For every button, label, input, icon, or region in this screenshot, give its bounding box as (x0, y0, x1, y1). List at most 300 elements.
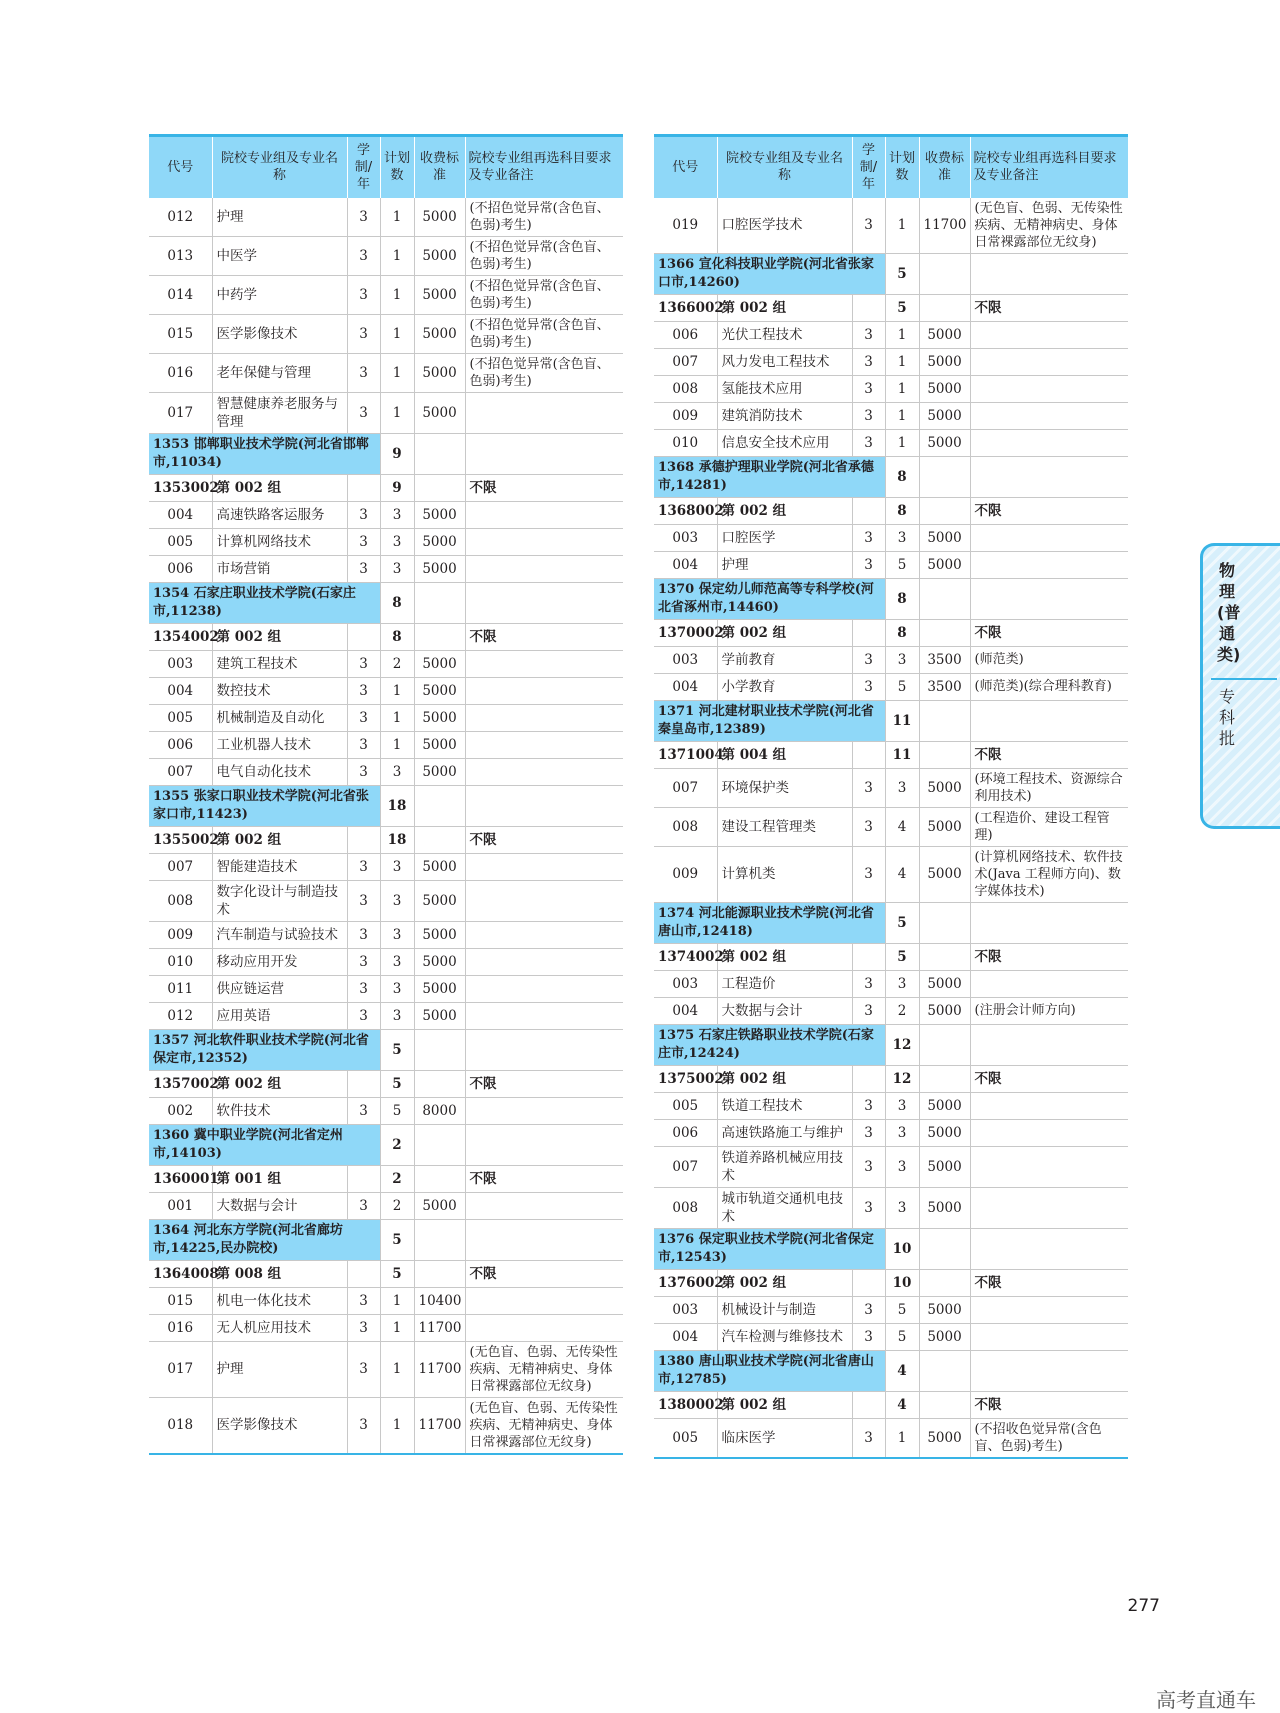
major-years: 3 (347, 1341, 380, 1397)
major-row (654, 348, 1128, 375)
major-row (149, 1097, 623, 1124)
group-plan: 8 (380, 623, 414, 650)
side-tab-divider (1211, 678, 1277, 680)
major-row (149, 975, 623, 1002)
major-years: 3 (852, 551, 885, 578)
group-row (654, 943, 1128, 970)
major-years: 3 (347, 275, 380, 314)
group-name: 第 002 组 (212, 826, 347, 853)
major-code: 003 (654, 524, 717, 551)
major-fee: 10400 (414, 1287, 465, 1314)
major-row (654, 846, 1128, 902)
group-plan: 5 (380, 1070, 414, 1097)
group-name: 第 002 组 (212, 1070, 347, 1097)
major-fee: 5000 (414, 353, 465, 392)
major-note (465, 1097, 623, 1124)
major-years: 3 (852, 1092, 885, 1119)
major-fee: 5000 (414, 650, 465, 677)
major-years: 3 (852, 1187, 885, 1228)
major-code: 012 (149, 198, 212, 237)
major-code: 005 (149, 704, 212, 731)
major-years: 3 (347, 758, 380, 785)
group-name: 第 004 组 (717, 741, 852, 768)
major-plan: 1 (885, 321, 919, 348)
major-years: 3 (852, 321, 885, 348)
group-name: 第 002 组 (717, 1391, 852, 1418)
major-note (970, 1187, 1128, 1228)
group-note: 不限 (970, 619, 1128, 646)
major-name: 建筑消防技术 (717, 402, 852, 429)
school-note-cell (970, 700, 1128, 741)
section-side-tab (1200, 543, 1280, 829)
school-plan: 5 (885, 902, 919, 943)
group-row (654, 1065, 1128, 1092)
major-fee: 5000 (919, 524, 970, 551)
major-name: 汽车检测与维修技术 (717, 1323, 852, 1350)
school-note-cell (970, 1024, 1128, 1065)
group-fee-cell (414, 826, 465, 853)
major-code: 016 (149, 353, 212, 392)
major-years: 3 (347, 236, 380, 275)
school-fee-cell (414, 1029, 465, 1070)
major-name: 大数据与会计 (212, 1192, 347, 1219)
header-plan: 计划数 (380, 136, 414, 198)
major-years: 3 (852, 846, 885, 902)
major-fee: 5000 (919, 1187, 970, 1228)
major-years: 3 (347, 392, 380, 433)
major-code: 008 (149, 880, 212, 921)
page-number: 277 (1127, 1596, 1160, 1616)
major-note (465, 731, 623, 758)
major-name: 医学影像技术 (212, 314, 347, 353)
group-plan: 5 (380, 1260, 414, 1287)
major-name: 小学教育 (717, 673, 852, 700)
major-code: 017 (149, 392, 212, 433)
group-name: 第 001 组 (212, 1165, 347, 1192)
major-note (465, 528, 623, 555)
major-note: (不招色觉异常(含色盲、色弱)考生) (465, 275, 623, 314)
group-plan: 8 (885, 497, 919, 524)
major-name: 计算机类 (717, 846, 852, 902)
major-fee: 5000 (919, 997, 970, 1024)
school-row (654, 1228, 1128, 1269)
major-plan: 3 (885, 1187, 919, 1228)
major-fee: 5000 (919, 348, 970, 375)
group-note: 不限 (465, 623, 623, 650)
school-row (654, 456, 1128, 497)
major-row (654, 970, 1128, 997)
group-years-cell (347, 1260, 380, 1287)
group-code: 1360001 (149, 1165, 212, 1192)
major-fee: 5000 (414, 1002, 465, 1029)
major-name: 供应链运营 (212, 975, 347, 1002)
group-name: 第 002 组 (212, 623, 347, 650)
major-row (654, 1146, 1128, 1187)
school-fee-cell (919, 578, 970, 619)
group-row (149, 1165, 623, 1192)
major-plan: 5 (885, 551, 919, 578)
group-note: 不限 (970, 1065, 1128, 1092)
school-row (654, 902, 1128, 943)
major-plan: 3 (885, 1146, 919, 1187)
major-note: (不招色觉异常(含色盲、色弱)考生) (465, 236, 623, 275)
major-plan: 3 (380, 880, 414, 921)
major-name: 环境保护类 (717, 768, 852, 807)
major-code: 012 (149, 1002, 212, 1029)
major-code: 006 (654, 321, 717, 348)
major-fee: 5000 (414, 275, 465, 314)
major-note: (注册会计师方向) (970, 997, 1128, 1024)
school-fee-cell (919, 1024, 970, 1065)
group-code: 1366002 (654, 294, 717, 321)
major-name: 工业机器人技术 (212, 731, 347, 758)
major-plan: 1 (380, 1287, 414, 1314)
major-years: 3 (347, 853, 380, 880)
school-name: 1353 邯郸职业技术学院(河北省邯郸市,11034) (149, 433, 380, 474)
school-row (149, 785, 623, 826)
group-fee-cell (919, 1269, 970, 1296)
major-name: 护理 (717, 551, 852, 578)
group-plan: 12 (885, 1065, 919, 1092)
major-row (149, 314, 623, 353)
major-note: (无色盲、色弱、无传染性疾病、无精神病史、身体日常裸露部位无纹身) (465, 1397, 623, 1454)
major-name: 信息安全技术应用 (717, 429, 852, 456)
major-years: 3 (347, 1397, 380, 1454)
group-note: 不限 (465, 1260, 623, 1287)
major-name: 机械制造及自动化 (212, 704, 347, 731)
major-row (149, 392, 623, 433)
major-years: 3 (852, 375, 885, 402)
group-fee-cell (414, 474, 465, 501)
header-fee: 收费标准 (414, 136, 465, 198)
major-row (149, 528, 623, 555)
major-years: 3 (852, 970, 885, 997)
major-years: 3 (852, 673, 885, 700)
group-years-cell (347, 1165, 380, 1192)
school-note-cell (970, 902, 1128, 943)
major-row (149, 921, 623, 948)
major-plan: 1 (380, 236, 414, 275)
major-name: 护理 (212, 198, 347, 237)
group-years-cell (852, 619, 885, 646)
major-fee: 5000 (414, 1192, 465, 1219)
school-note-cell (970, 1350, 1128, 1391)
major-code: 004 (654, 997, 717, 1024)
major-note: (师范类) (970, 646, 1128, 673)
school-name: 1357 河北软件职业技术学院(河北省保定市,12352) (149, 1029, 380, 1070)
school-plan: 4 (885, 1350, 919, 1391)
major-years: 3 (852, 997, 885, 1024)
major-years: 3 (347, 975, 380, 1002)
major-note: (工程造价、建设工程管理) (970, 807, 1128, 846)
school-note-cell (465, 582, 623, 623)
major-name: 口腔医学 (717, 524, 852, 551)
major-name: 机械设计与制造 (717, 1296, 852, 1323)
major-note: (不招收色觉异常(含色盲、色弱)考生) (970, 1418, 1128, 1458)
major-years: 3 (347, 198, 380, 237)
major-years: 3 (347, 880, 380, 921)
major-fee: 11700 (414, 1397, 465, 1454)
group-note: 不限 (465, 826, 623, 853)
group-plan: 4 (885, 1391, 919, 1418)
major-plan: 3 (380, 528, 414, 555)
major-name: 铁道工程技术 (717, 1092, 852, 1119)
school-row (149, 1124, 623, 1165)
major-note: (不招色觉异常(含色盲、色弱)考生) (465, 198, 623, 237)
major-plan: 4 (885, 846, 919, 902)
major-fee: 11700 (414, 1341, 465, 1397)
group-name: 第 008 组 (212, 1260, 347, 1287)
major-fee: 5000 (414, 948, 465, 975)
school-plan: 12 (885, 1024, 919, 1065)
major-row (654, 321, 1128, 348)
major-fee: 5000 (919, 1092, 970, 1119)
header-code: 代号 (149, 136, 212, 198)
major-years: 3 (852, 198, 885, 254)
major-code: 005 (149, 528, 212, 555)
major-years: 3 (852, 1296, 885, 1323)
group-row (654, 294, 1128, 321)
major-years: 3 (347, 501, 380, 528)
major-plan: 1 (380, 314, 414, 353)
group-fee-cell (919, 741, 970, 768)
header-years: 学制/年 (852, 136, 885, 198)
school-note-cell (465, 1124, 623, 1165)
group-name: 第 002 组 (717, 1269, 852, 1296)
major-row (149, 1314, 623, 1341)
major-code: 007 (149, 853, 212, 880)
major-years: 3 (852, 768, 885, 807)
group-fee-cell (414, 1070, 465, 1097)
major-fee: 11700 (414, 1314, 465, 1341)
major-fee: 5000 (919, 1323, 970, 1350)
group-fee-cell (414, 623, 465, 650)
major-note (970, 429, 1128, 456)
group-note: 不限 (970, 1391, 1128, 1418)
major-code: 003 (654, 646, 717, 673)
group-years-cell (347, 474, 380, 501)
major-fee: 5000 (414, 392, 465, 433)
school-row (654, 578, 1128, 619)
major-plan: 2 (380, 650, 414, 677)
school-fee-cell (919, 1228, 970, 1269)
group-row (654, 1269, 1128, 1296)
major-note (970, 402, 1128, 429)
school-note-cell (465, 433, 623, 474)
group-plan: 10 (885, 1269, 919, 1296)
school-note-cell (465, 785, 623, 826)
school-row (654, 700, 1128, 741)
major-years: 3 (347, 555, 380, 582)
major-name: 无人机应用技术 (212, 1314, 347, 1341)
major-fee: 5000 (414, 198, 465, 237)
major-plan: 1 (380, 704, 414, 731)
major-code: 014 (149, 275, 212, 314)
major-plan: 1 (885, 1418, 919, 1458)
major-note: (计算机网络技术、软件技术(Java 工程师方向)、数字媒体技术) (970, 846, 1128, 902)
major-name: 智能建造技术 (212, 853, 347, 880)
major-row (149, 677, 623, 704)
group-note: 不限 (465, 1070, 623, 1097)
major-plan: 3 (380, 501, 414, 528)
major-name: 汽车制造与试验技术 (212, 921, 347, 948)
major-years: 3 (347, 731, 380, 758)
major-plan: 5 (885, 673, 919, 700)
major-row (654, 768, 1128, 807)
school-plan: 5 (380, 1219, 414, 1260)
school-note-cell (970, 456, 1128, 497)
group-row (149, 623, 623, 650)
school-name: 1376 保定职业技术学院(河北省保定市,12543) (654, 1228, 885, 1269)
major-code: 004 (654, 1323, 717, 1350)
major-code: 009 (149, 921, 212, 948)
major-plan: 4 (885, 807, 919, 846)
major-code: 009 (654, 846, 717, 902)
major-name: 应用英语 (212, 1002, 347, 1029)
major-fee: 5000 (919, 402, 970, 429)
major-fee: 5000 (414, 314, 465, 353)
major-row (149, 236, 623, 275)
major-row (654, 1418, 1128, 1458)
major-name: 电气自动化技术 (212, 758, 347, 785)
major-code: 001 (149, 1192, 212, 1219)
header-fee: 收费标准 (919, 136, 970, 198)
major-fee: 5000 (919, 1418, 970, 1458)
major-years: 3 (347, 528, 380, 555)
group-code: 1353002 (149, 474, 212, 501)
major-years: 3 (347, 1287, 380, 1314)
major-years: 3 (347, 353, 380, 392)
major-note: (环境工程技术、资源综合利用技术) (970, 768, 1128, 807)
major-code: 004 (654, 673, 717, 700)
major-code: 008 (654, 807, 717, 846)
major-note (970, 1119, 1128, 1146)
major-code: 007 (654, 768, 717, 807)
school-name: 1366 宣化科技职业学院(河北省张家口市,14260) (654, 253, 885, 294)
school-name: 1360 冀中职业学院(河北省定州市,14103) (149, 1124, 380, 1165)
major-plan: 3 (885, 970, 919, 997)
group-row (149, 1070, 623, 1097)
group-years-cell (852, 1065, 885, 1092)
major-code: 007 (654, 1146, 717, 1187)
major-fee: 5000 (919, 1296, 970, 1323)
header-name: 院校专业组及专业名称 (717, 136, 852, 198)
group-note: 不限 (970, 1269, 1128, 1296)
major-name: 光伏工程技术 (717, 321, 852, 348)
major-row (654, 1092, 1128, 1119)
major-name: 市场营销 (212, 555, 347, 582)
major-name: 智慧健康养老服务与管理 (212, 392, 347, 433)
major-note (970, 1146, 1128, 1187)
major-code: 007 (149, 758, 212, 785)
major-code: 007 (654, 348, 717, 375)
major-name: 护理 (212, 1341, 347, 1397)
major-years: 3 (347, 1192, 380, 1219)
major-plan: 1 (885, 348, 919, 375)
major-row (149, 650, 623, 677)
major-code: 008 (654, 375, 717, 402)
side-tab-batch: 专科批 (1218, 687, 1235, 748)
group-plan: 5 (885, 943, 919, 970)
major-note (970, 524, 1128, 551)
major-row (149, 731, 623, 758)
major-name: 数控技术 (212, 677, 347, 704)
major-fee: 5000 (414, 677, 465, 704)
major-note (970, 1092, 1128, 1119)
major-years: 3 (347, 1002, 380, 1029)
group-code: 1355002 (149, 826, 212, 853)
major-fee: 5000 (919, 429, 970, 456)
school-plan: 10 (885, 1228, 919, 1269)
school-plan: 8 (885, 456, 919, 497)
major-name: 建筑工程技术 (212, 650, 347, 677)
major-fee: 5000 (414, 880, 465, 921)
group-code: 1376002 (654, 1269, 717, 1296)
major-row (149, 501, 623, 528)
major-note (465, 921, 623, 948)
school-row (149, 1219, 623, 1260)
major-code: 003 (149, 650, 212, 677)
major-code: 006 (654, 1119, 717, 1146)
major-fee: 11700 (919, 198, 970, 254)
major-row (654, 551, 1128, 578)
major-row (149, 1287, 623, 1314)
major-years: 3 (852, 1323, 885, 1350)
group-note: 不限 (970, 497, 1128, 524)
school-name: 1370 保定幼儿师范高等专科学校(河北省涿州市,14460) (654, 578, 885, 619)
major-years: 3 (852, 429, 885, 456)
group-row (654, 497, 1128, 524)
header-years: 学制/年 (347, 136, 380, 198)
group-name: 第 002 组 (717, 619, 852, 646)
group-fee-cell (414, 1260, 465, 1287)
school-fee-cell (919, 902, 970, 943)
major-note (465, 677, 623, 704)
major-name: 临床医学 (717, 1418, 852, 1458)
group-years-cell (852, 294, 885, 321)
major-name: 医学影像技术 (212, 1397, 347, 1454)
school-plan: 2 (380, 1124, 414, 1165)
major-row (654, 1187, 1128, 1228)
major-row (149, 1397, 623, 1454)
major-plan: 1 (380, 1314, 414, 1341)
group-row (654, 619, 1128, 646)
major-plan: 3 (885, 1119, 919, 1146)
major-years: 3 (852, 348, 885, 375)
major-plan: 1 (380, 1397, 414, 1454)
major-fee: 5000 (919, 807, 970, 846)
major-plan: 5 (885, 1296, 919, 1323)
group-plan: 8 (885, 619, 919, 646)
major-years: 3 (852, 646, 885, 673)
major-row (654, 524, 1128, 551)
group-plan: 2 (380, 1165, 414, 1192)
group-name: 第 002 组 (717, 1065, 852, 1092)
major-note (465, 555, 623, 582)
major-plan: 1 (885, 402, 919, 429)
major-code: 019 (654, 198, 717, 254)
major-row (149, 1341, 623, 1397)
group-code: 1357002 (149, 1070, 212, 1097)
right-table-body (654, 198, 1128, 1458)
group-row (149, 474, 623, 501)
major-code: 016 (149, 1314, 212, 1341)
group-years-cell (852, 943, 885, 970)
major-code: 006 (149, 731, 212, 758)
major-note (970, 551, 1128, 578)
major-row (149, 555, 623, 582)
group-years-cell (347, 826, 380, 853)
